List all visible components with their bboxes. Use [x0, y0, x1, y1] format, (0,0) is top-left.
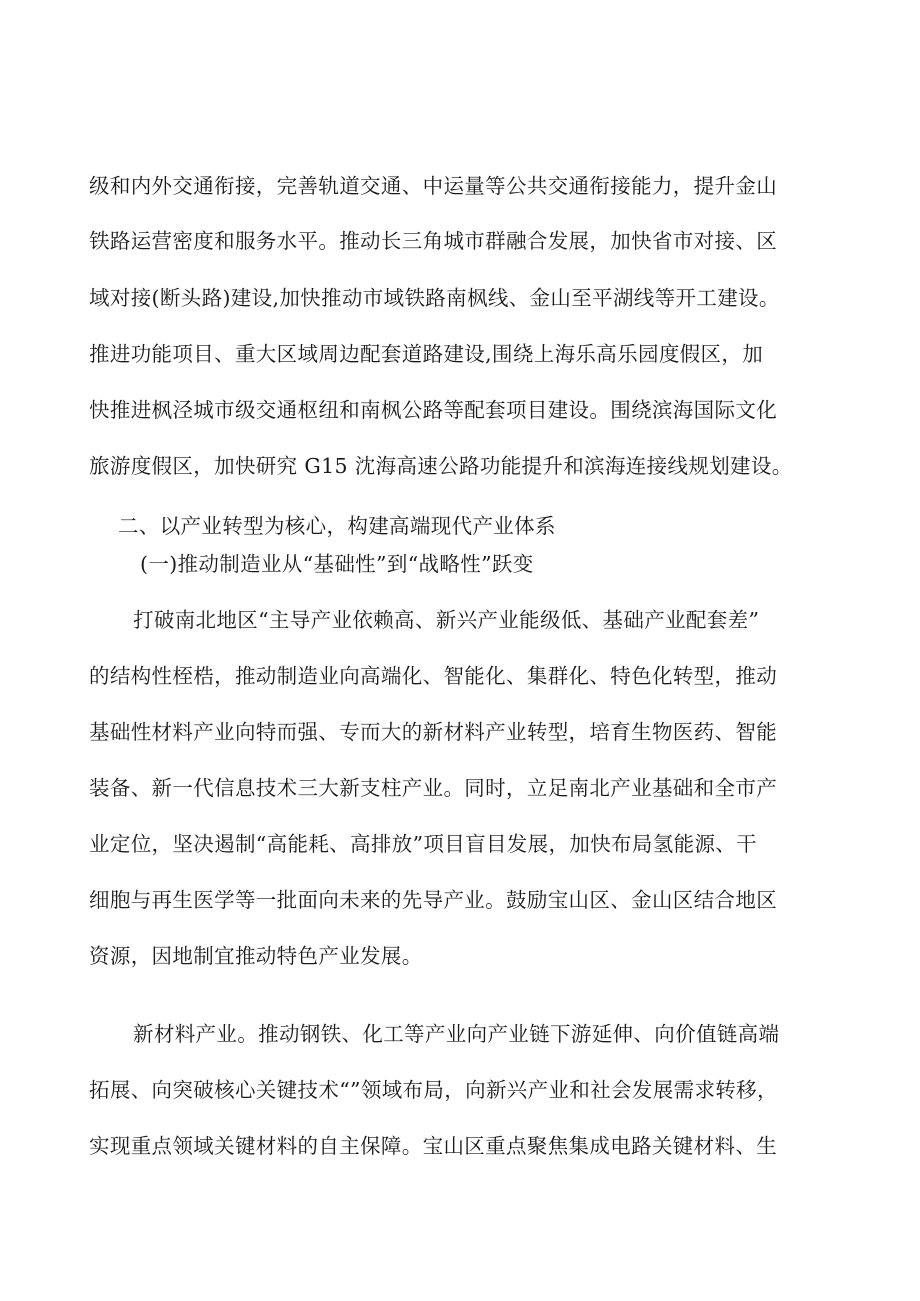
paragraph-1-line-1: 级和内外交通衔接，完善轨道交通、中运量等公共交通衔接能力，提升金山 — [89, 174, 778, 198]
paragraph-1-line-5: 快推进枫泾城市级交通枢纽和南枫公路等配套项目建设。围绕滨海国际文化 — [89, 398, 778, 422]
paragraph-1-line-6: 旅游度假区，加快研究 G15 沈海高速公路功能提升和滨海连接线规划建设。 — [89, 454, 793, 478]
paragraph-3-line-2: 拓展、向突破核心关键技术“”领域布局，向新兴产业和社会发展需求转移， — [89, 1078, 778, 1102]
paragraph-2-line-5: 业定位，坚决遏制“高能耗、高排放”项目盲目发展，加快布局氢能源、干 — [89, 832, 758, 856]
paragraph-2-line-4: 装备、新一代信息技术三大新支柱产业。同时，立足南北产业基础和全市产 — [89, 776, 778, 800]
paragraph-3-line-3: 实现重点领域关键材料的自主保障。宝山区重点聚焦集成电路关键材料、生 — [89, 1134, 778, 1158]
paragraph-1-line-4: 推进功能项目、重大区域周边配套道路建设,围绕上海乐高乐园度假区，加 — [89, 342, 764, 366]
paragraph-1-line-3: 域对接(断头路)建设,加快推动市域铁路南枫线、金山至平湖线等开工建设。 — [89, 286, 780, 310]
paragraph-2-line-1: 打破南北地区“主导产业依赖高、新兴产业能级低、基础产业配套差” — [133, 608, 760, 632]
paragraph-1-line-2: 铁路运营密度和服务水平。推动长三角城市群融合发展，加快省市对接、区 — [89, 229, 778, 253]
subsection-heading: (一)推动制造业从“基础性”到“战略性”跃变 — [140, 552, 534, 576]
paragraph-2-line-2: 的结构性桎梏，推动制造业向高端化、智能化、集群化、特色化转型，推动 — [89, 664, 778, 688]
section-heading: 二、以产业转型为核心，构建高端现代产业体系 — [118, 514, 556, 538]
paragraph-3-line-1: 新材料产业。推动钢铁、化工等产业向产业链下游延伸、向价值链高端 — [133, 1022, 780, 1046]
paragraph-2-line-3: 基础性材料产业向特而强、专而大的新材料产业转型，培育生物医药、智能 — [89, 720, 778, 744]
paragraph-2-line-6: 细胞与再生医学等一批面向未来的先导产业。鼓励宝山区、金山区结合地区 — [89, 888, 778, 912]
paragraph-2-line-7: 资源，因地制宜推动特色产业发展。 — [89, 944, 423, 968]
